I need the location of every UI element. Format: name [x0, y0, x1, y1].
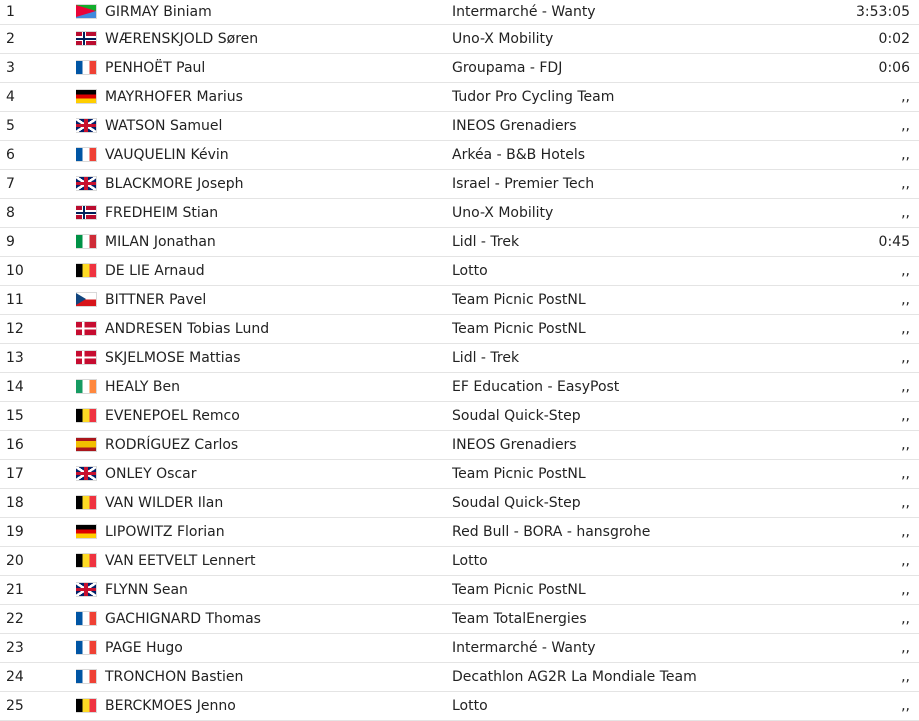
time-gap-cell: ,,	[752, 83, 919, 112]
team-name-link[interactable]: INEOS Grenadiers	[452, 437, 577, 453]
rank-cell: 12	[0, 315, 76, 344]
team-name-link[interactable]: Groupama - FDJ	[452, 60, 563, 76]
team-cell	[452, 344, 752, 373]
spain-flag-icon	[76, 438, 96, 451]
rank-cell: 15	[0, 402, 76, 431]
time-gap-cell: 0:45	[752, 228, 919, 257]
table-row	[0, 663, 919, 692]
team-name-link[interactable]: Intermarché - Wanty	[452, 4, 596, 20]
table-row	[0, 547, 919, 576]
team-cell	[452, 460, 752, 489]
rider-name-link[interactable]: HEALY Ben	[105, 379, 180, 395]
rank-cell: 11	[0, 286, 76, 315]
germany-flag-icon	[76, 525, 96, 538]
rider-cell	[76, 315, 452, 344]
denmark-flag-icon	[76, 322, 96, 335]
rank-cell: 10	[0, 257, 76, 286]
team-cell	[452, 25, 752, 54]
rider-cell	[76, 83, 452, 112]
table-row	[0, 402, 919, 431]
rider-cell	[76, 170, 452, 199]
rank-cell: 16	[0, 431, 76, 460]
france-flag-icon	[76, 670, 96, 683]
team-name-link[interactable]: Soudal Quick-Step	[452, 408, 581, 424]
time-gap-cell: 3:53:05	[752, 0, 919, 25]
rank-cell: 17	[0, 460, 76, 489]
team-name-link[interactable]: Team Picnic PostNL	[452, 292, 586, 308]
rider-name-link[interactable]: PAGE Hugo	[105, 640, 183, 656]
team-cell	[452, 605, 752, 634]
belgium-flag-icon	[76, 496, 96, 509]
rider-cell	[76, 605, 452, 634]
team-name-link[interactable]: Lidl - Trek	[452, 350, 520, 366]
rank-cell: 6	[0, 141, 76, 170]
rider-name-link[interactable]: LIPOWITZ Florian	[105, 524, 225, 540]
team-cell	[452, 170, 752, 199]
rider-cell	[76, 228, 452, 257]
time-gap-cell: ,,	[752, 460, 919, 489]
rider-name-link[interactable]: MAYRHOFER Marius	[105, 89, 243, 105]
rider-cell	[76, 112, 452, 141]
table-row	[0, 0, 919, 25]
rank-cell: 25	[0, 692, 76, 721]
rider-name-link[interactable]: DE LIE Arnaud	[105, 263, 205, 279]
time-gap-cell: ,,	[752, 547, 919, 576]
table-row	[0, 489, 919, 518]
team-cell	[452, 199, 752, 228]
rank-cell: 21	[0, 576, 76, 605]
table-row	[0, 228, 919, 257]
rank-cell: 9	[0, 228, 76, 257]
team-name-link[interactable]: Team Picnic PostNL	[452, 321, 586, 337]
time-gap-cell: ,,	[752, 402, 919, 431]
table-row	[0, 634, 919, 663]
time-gap-cell: ,,	[752, 257, 919, 286]
team-name-link[interactable]: Tudor Pro Cycling Team	[452, 89, 615, 105]
team-cell	[452, 634, 752, 663]
rider-cell	[76, 344, 452, 373]
rider-cell	[76, 692, 452, 721]
table-row	[0, 170, 919, 199]
time-gap-cell: ,,	[752, 692, 919, 721]
table-row	[0, 344, 919, 373]
france-flag-icon	[76, 148, 96, 161]
team-name-link[interactable]: INEOS Grenadiers	[452, 118, 577, 134]
rank-cell: 23	[0, 634, 76, 663]
great-britain-flag-icon	[76, 119, 96, 132]
rank-cell: 14	[0, 373, 76, 402]
rank-cell: 7	[0, 170, 76, 199]
norway-flag-icon	[76, 32, 96, 45]
rider-name-link[interactable]: GACHIGNARD Thomas	[105, 611, 261, 627]
czechia-flag-icon	[76, 293, 96, 306]
team-cell	[452, 489, 752, 518]
time-gap-cell: ,,	[752, 431, 919, 460]
rank-cell: 13	[0, 344, 76, 373]
time-gap-cell: ,,	[752, 112, 919, 141]
rank-cell: 18	[0, 489, 76, 518]
team-name-link[interactable]: Team TotalEnergies	[452, 611, 587, 627]
rider-name-link[interactable]: PENHOËT Paul	[105, 60, 206, 76]
rank-cell: 8	[0, 199, 76, 228]
time-gap-cell: ,,	[752, 141, 919, 170]
rank-cell: 3	[0, 54, 76, 83]
rider-cell	[76, 141, 452, 170]
rank-cell: 5	[0, 112, 76, 141]
team-name-link[interactable]: Israel - Premier Tech	[452, 176, 595, 192]
rank-cell: 4	[0, 83, 76, 112]
team-cell	[452, 112, 752, 141]
rider-cell	[76, 634, 452, 663]
belgium-flag-icon	[76, 554, 96, 567]
rank-cell: 24	[0, 663, 76, 692]
eritrea-flag-icon	[76, 5, 96, 18]
time-gap-cell: ,,	[752, 344, 919, 373]
rider-cell	[76, 489, 452, 518]
france-flag-icon	[76, 641, 96, 654]
great-britain-flag-icon	[76, 177, 96, 190]
table-row	[0, 54, 919, 83]
team-name-link[interactable]: Intermarché - Wanty	[452, 640, 596, 656]
table-row	[0, 315, 919, 344]
belgium-flag-icon	[76, 699, 96, 712]
team-cell	[452, 663, 752, 692]
rider-cell	[76, 0, 452, 25]
team-cell	[452, 315, 752, 344]
rank-cell: 2	[0, 25, 76, 54]
team-cell	[452, 228, 752, 257]
rider-cell	[76, 663, 452, 692]
italy-flag-icon	[76, 235, 96, 248]
rider-name-link[interactable]: GIRMAY Biniam	[105, 4, 212, 20]
great-britain-flag-icon	[76, 583, 96, 596]
rider-cell	[76, 518, 452, 547]
rank-cell: 22	[0, 605, 76, 634]
rider-name-link[interactable]: MILAN Jonathan	[105, 234, 216, 250]
time-gap-cell: ,,	[752, 170, 919, 199]
table-row	[0, 25, 919, 54]
rider-name-link[interactable]: BLACKMORE Joseph	[105, 176, 244, 192]
table-row	[0, 576, 919, 605]
rider-cell	[76, 54, 452, 83]
rider-name-link[interactable]: WÆRENSKJOLD Søren	[105, 31, 259, 47]
france-flag-icon	[76, 61, 96, 74]
table-row	[0, 141, 919, 170]
denmark-flag-icon	[76, 351, 96, 364]
team-name-link[interactable]: Soudal Quick-Step	[452, 495, 581, 511]
team-cell	[452, 547, 752, 576]
table-row	[0, 257, 919, 286]
time-gap-cell: ,,	[752, 315, 919, 344]
team-name-link[interactable]: Lotto	[452, 263, 488, 279]
team-name-link[interactable]: Lidl - Trek	[452, 234, 520, 250]
table-row	[0, 112, 919, 141]
team-name-link[interactable]: Lotto	[452, 553, 488, 569]
time-gap-cell: ,,	[752, 576, 919, 605]
team-name-link[interactable]: Decathlon AG2R La Mondiale Team	[452, 669, 697, 685]
team-name-link[interactable]: Red Bull - BORA - hansgrohe	[452, 524, 651, 540]
team-name-link[interactable]: EF Education - EasyPost	[452, 379, 620, 395]
time-gap-cell: ,,	[752, 489, 919, 518]
belgium-flag-icon	[76, 409, 96, 422]
team-cell	[452, 257, 752, 286]
france-flag-icon	[76, 612, 96, 625]
table-row	[0, 431, 919, 460]
rider-name-link[interactable]: ONLEY Oscar	[105, 466, 197, 482]
team-name-link[interactable]: Uno-X Mobility	[452, 31, 554, 47]
time-gap-cell: ,,	[752, 373, 919, 402]
rider-cell	[76, 460, 452, 489]
great-britain-flag-icon	[76, 467, 96, 480]
team-name-link[interactable]: Uno-X Mobility	[452, 205, 554, 221]
team-cell	[452, 286, 752, 315]
table-row	[0, 373, 919, 402]
rider-name-link[interactable]: WATSON Samuel	[105, 118, 223, 134]
rider-name-link[interactable]: FREDHEIM Stian	[105, 205, 219, 221]
rider-cell	[76, 257, 452, 286]
table-row	[0, 199, 919, 228]
team-name-link[interactable]: Lotto	[452, 698, 488, 714]
rider-name-link[interactable]: EVENEPOEL Remco	[105, 408, 240, 424]
time-gap-cell: ,,	[752, 634, 919, 663]
rider-cell	[76, 547, 452, 576]
team-cell	[452, 576, 752, 605]
time-gap-cell: ,,	[752, 286, 919, 315]
rank-cell: 19	[0, 518, 76, 547]
rider-name-link[interactable]: VAN EETVELT Lennert	[105, 553, 256, 569]
germany-flag-icon	[76, 90, 96, 103]
table-row	[0, 286, 919, 315]
time-gap-cell: ,,	[752, 663, 919, 692]
rider-cell	[76, 576, 452, 605]
team-cell	[452, 402, 752, 431]
time-gap-cell: ,,	[752, 199, 919, 228]
norway-flag-icon	[76, 206, 96, 219]
team-cell	[452, 518, 752, 547]
table-row	[0, 692, 919, 721]
rider-name-link[interactable]: TRONCHON Bastien	[105, 669, 244, 685]
team-cell	[452, 431, 752, 460]
rider-name-link[interactable]: BERCKMOES Jenno	[105, 698, 236, 714]
rider-name-link[interactable]: ANDRESEN Tobias Lund	[105, 321, 270, 337]
rider-name-link[interactable]: VAUQUELIN Kévin	[105, 147, 229, 163]
table-row	[0, 460, 919, 489]
team-name-link[interactable]: Team Picnic PostNL	[452, 466, 586, 482]
rider-cell	[76, 25, 452, 54]
rider-cell	[76, 286, 452, 315]
rank-cell: 1	[0, 0, 76, 25]
time-gap-cell: 0:02	[752, 25, 919, 54]
rider-name-link[interactable]: SKJELMOSE Mattias	[105, 350, 241, 366]
table-row	[0, 83, 919, 112]
team-cell	[452, 141, 752, 170]
team-cell	[452, 83, 752, 112]
rider-cell	[76, 431, 452, 460]
rank-cell: 20	[0, 547, 76, 576]
rider-name-link[interactable]: FLYNN Sean	[105, 582, 188, 598]
rider-name-link[interactable]: BITTNER Pavel	[105, 292, 207, 308]
rider-cell	[76, 402, 452, 431]
time-gap-cell: ,,	[752, 518, 919, 547]
belgium-flag-icon	[76, 264, 96, 277]
time-gap-cell: ,,	[752, 605, 919, 634]
team-name-link[interactable]: Arkéa - B&B Hotels	[452, 147, 586, 163]
team-cell	[452, 0, 752, 25]
team-name-link[interactable]: Team Picnic PostNL	[452, 582, 586, 598]
rider-cell	[76, 199, 452, 228]
table-row	[0, 605, 919, 634]
rider-name-link[interactable]: RODRÍGUEZ Carlos	[105, 437, 239, 453]
ireland-flag-icon	[76, 380, 96, 393]
time-gap-cell: 0:06	[752, 54, 919, 83]
team-cell	[452, 373, 752, 402]
table-row	[0, 518, 919, 547]
rider-name-link[interactable]: VAN WILDER Ilan	[105, 495, 224, 511]
team-cell	[452, 692, 752, 721]
rider-cell	[76, 373, 452, 402]
team-cell	[452, 54, 752, 83]
